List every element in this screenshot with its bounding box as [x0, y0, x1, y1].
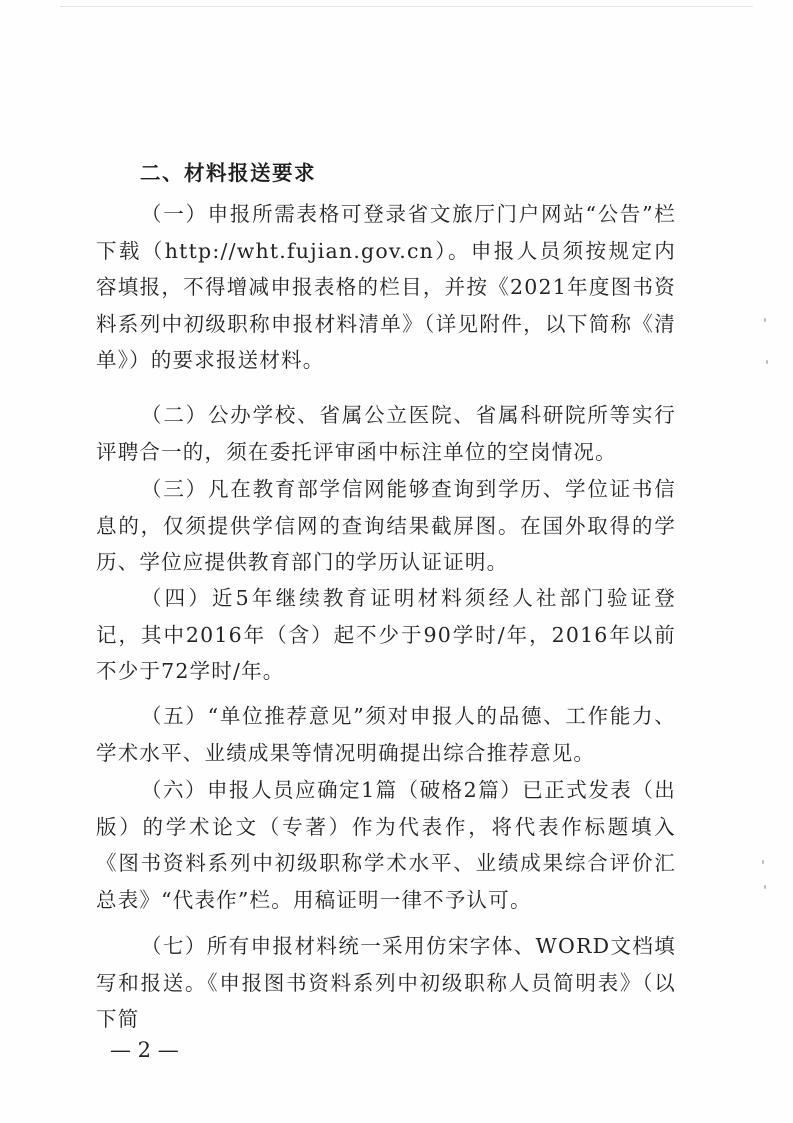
paragraph-3: （三）凡在教育部学信网能够查询到学历、学位证书信息的，仅须提供学信网的查询结果截屏图。在国外取得的学历、学位应提供教育部门的学历认证证明。	[96, 477, 676, 574]
scan-speck	[764, 318, 766, 322]
paragraph-2: （二）公办学校、省属公立医院、省属科研院所等实行评聘合一的，须在委托评审函中标注单位的空岗情况。	[96, 403, 676, 464]
paragraph-4: （四）近5年继续教育证明材料须经人社部门验证登记，其中2016年（含）起不少于90学时/年，2016年以前不少于72学时/年。	[96, 586, 676, 683]
section-heading: 二、材料报送要求	[140, 161, 316, 185]
paragraph-7: （七）所有申报材料统一采用仿宋字体、WORD文档填写和报送。《申报图书资料系列中初级职称人员简明表》（以下简	[96, 934, 676, 1031]
paragraph-6: （六）申报人员应确定1篇（破格2篇）已正式发表（出版）的学术论文（专著）作为代表作，将代表作标题填入《图书资料系列中初级职称学术水平、业绩成果综合评价汇总表》“代表作”栏。用稿证明一律不予认可。	[96, 778, 676, 912]
paragraph-1: （一）申报所需表格可登录省文旅厅门户网站“公告”栏下载（http://wht.fujian.gov.cn）。申报人员须按规定内容填报，不得增减申报表格的栏目，并按《2021年度图书资料系列中初级职称申报材料清单》（详见附件，以下简称《清单》）的要求报送材料。	[96, 202, 676, 372]
scan-top-edge	[60, 6, 753, 7]
scan-speck	[764, 885, 766, 889]
scan-speck	[762, 860, 764, 864]
scan-speck	[766, 360, 768, 364]
paragraph-5: （五）“单位推荐意见”须对申报人的品德、工作能力、学术水平、业绩成果等情况明确提出综合推荐意见。	[96, 704, 676, 765]
page-number: — 2 —	[110, 1038, 179, 1062]
